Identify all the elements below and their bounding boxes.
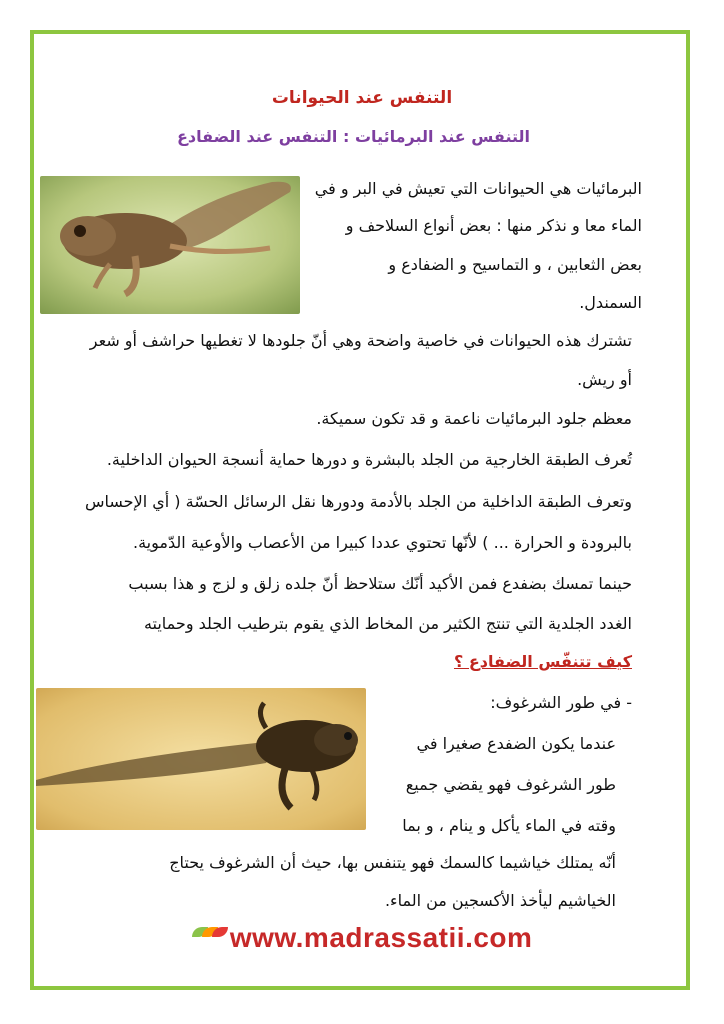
body-line: تشترك هذه الحيوانات في خاصية واضحة وهي أنّ جلودها لا تغطيها حراشف أو شعر [89,331,632,350]
tadpole-line: عندما يكون الضفدع صغيرا في [416,734,616,753]
tadpole-line: - في طور الشرغوف: [490,693,632,712]
body-line: أو ريش. [577,370,632,389]
body-line: معظم جلود البرمائيات ناعمة و قد تكون سميكة. [316,409,632,428]
tadpole-line: أنّه يمتلك خياشيما كالسمك فهو يتنفس بها، حيث أن الشرغوف يحتاج [169,853,616,872]
intro-line: الماء معا و نذكر منها : بعض أنواع السلاحف و [345,216,642,235]
footer-url: www.madrassatii.com [229,922,533,953]
body-line: وتعرف الطبقة الداخلية من الجلد بالأدمة ودورها نقل الرسائل الحسّة ( أي الإحساس [85,492,632,511]
body-line: الغدد الجلدية التي تنتج الكثير من المخاط الذي يقوم بترطيب الجلد وحمايته [143,614,632,633]
footer-website[interactable] [0,922,724,954]
tadpole-photo [36,688,366,830]
page-title: التنفس عند الحيوانات [271,88,453,108]
body-line: بالبرودة و الحرارة ... ) لأنّها تحتوي عددا كبيرا من الأعصاب والأوعية الدّموية. [133,533,632,552]
body-line: تُعرف الطبقة الخارجية من الجلد بالبشرة و دورها حماية أنسجة الحيوان الداخلية. [106,450,632,469]
body-line: حينما تمسك بضفدع فمن الأكيد أنّك ستلاحظ أنّ جلده زلق و لزج و هذا بسبب [128,574,632,593]
page-subtitle: التنفس عند البرمائيات : التنفس عند الضفادع [176,127,530,146]
tadpole-line: وقته في الماء يأكل و ينام ، و بما [402,816,616,835]
intro-line: السمندل. [579,293,642,312]
intro-line: بعض الثعابين ، و التماسيح و الضفادع و [388,255,642,274]
section-heading: كيف تتنفّس الضفادع ؟ [453,652,632,671]
frog-photo [40,176,300,314]
tadpole-line: الخياشيم ليأخذ الأكسجين من الماء. [384,891,616,910]
tadpole-line: طور الشرغوف فهو يقضي جميع [405,775,616,794]
intro-line: البرمائيات هي الحيوانات التي تعيش في البر و في [314,179,642,198]
